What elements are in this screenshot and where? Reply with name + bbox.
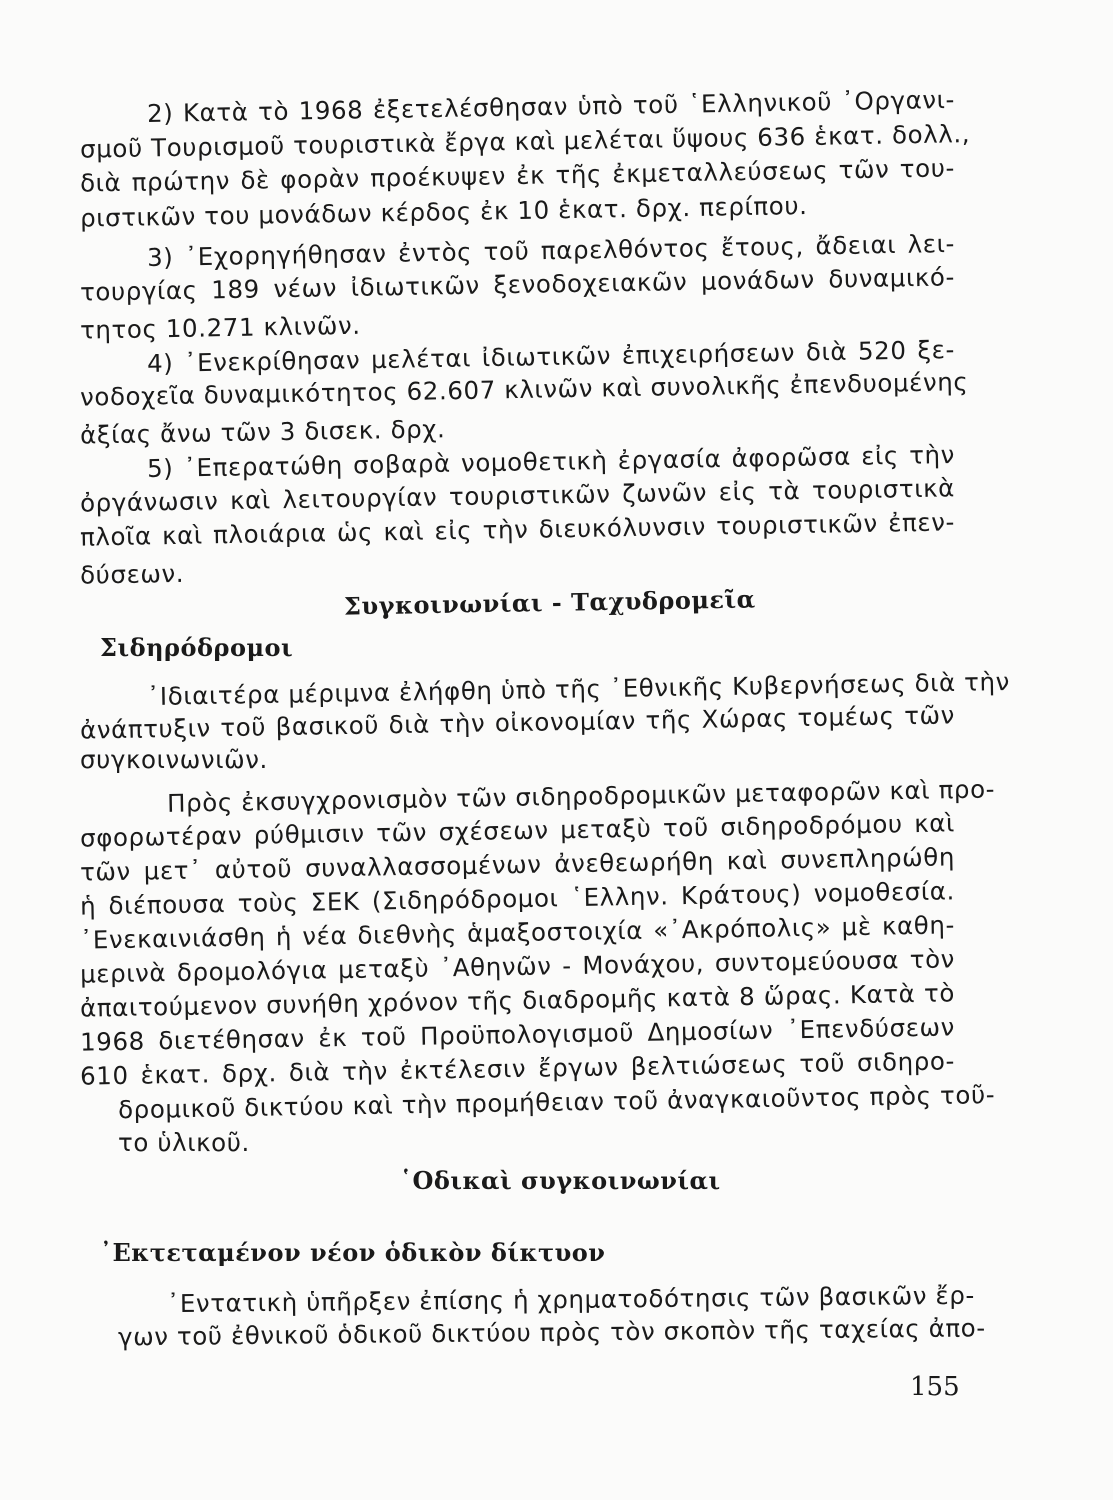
text-line: γων τοῦ ἐθνικοῦ ὁδικοῦ δικτύου πρὸς τὸν σκοπὸν τῆς ταχείας ἀπο- bbox=[117, 1313, 986, 1352]
text-line: ριστικῶν του μονάδων κέρδος ἐκ 10 ἑκατ. δρχ. περίπου. bbox=[79, 190, 808, 233]
text-line: τῶν μετ᾿ αὐτοῦ συναλλασσομένων ἀνεθεωρήθη καὶ συνεπληρώθη bbox=[79, 842, 956, 887]
text-line: 1968 διετέθησαν ἐκ τοῦ Προϋπολογισμοῦ Δημοσίων ᾿Επενδύσεων bbox=[79, 1012, 956, 1057]
text-line: 610 ἑκατ. δρχ. διὰ τὴν ἐκτέλεσιν ἔργων βελτιώσεως τοῦ σιδηρο- bbox=[79, 1046, 956, 1091]
text-line: δρομικοῦ δικτύου καὶ τὴν προμήθειαν τοῦ ἀναγκαιοῦντος πρὸς τοῦ- bbox=[117, 1079, 996, 1125]
subsection-heading: ᾿Εκτεταμένον νέον ὁδικὸν δίκτυον bbox=[100, 1238, 606, 1267]
text-line: πλοῖα καὶ πλοιάρια ὡς καὶ εἰς τὴν διευκόλυνσιν τουριστικῶν ἐπεν- bbox=[79, 507, 956, 552]
text-line: ᾿Ιδιαιτέρα μέριμνα ἐλήφθη ὑπὸ τῆς ᾿Εθνικῆς Κυβερνήσεως διὰ τὴν bbox=[146, 666, 1011, 712]
text-line: μερινὰ δρομολόγια μεταξὺ ᾿Αθηνῶν - Μονάχου, συντομεύουσα τὸν bbox=[79, 944, 956, 989]
text-line: δύσεων. bbox=[79, 558, 185, 590]
text-line: Πρὸς ἐκσυγχρονισμὸν τῶν σιδηροδρομικῶν μεταφορῶν καὶ προ- bbox=[166, 774, 996, 818]
text-line: ᾿Εντατικὴ ὑπῆρξεν ἐπίσης ἡ χρηματοδότησις τῶν βασικῶν ἔρ- bbox=[166, 1280, 976, 1319]
text-line: ἀπαιτούμενον συνήθη χρόνον τῆς διαδρομῆς κατὰ 8 ὥρας. Κατὰ τὸ bbox=[79, 978, 956, 1023]
text-line: 2) Κατὰ τὸ 1968 ἐξετελέσθησαν ὑπὸ τοῦ ῾Ελληνικοῦ ᾿Οργανι- bbox=[146, 84, 956, 129]
text-line: 3) ᾿Εχορηγήθησαν ἐντὸς τοῦ παρελθόντος ἔτους, ἄδειαι λει- bbox=[146, 228, 956, 273]
text-line: 5) ᾿Επερατώθη σοβαρὰ νομοθετικὴ ἐργασία ἀφορῶσα εἰς τὴν bbox=[146, 439, 956, 484]
text-line: 4) ᾿Ενεκρίθησαν μελέται ἰδιωτικῶν ἐπιχειρήσεων διὰ 520 ξε- bbox=[146, 334, 956, 379]
text-line: τητος 10.271 κλινῶν. bbox=[79, 310, 361, 345]
subsection-heading: Σιδηρόδρομοι bbox=[100, 633, 294, 662]
text-line: σφορωτέραν ρύθμισιν τῶν σχέσεων μεταξὺ τοῦ σιδηροδρόμου καὶ bbox=[79, 808, 956, 853]
text-line: ᾿Ενεκαινιάσθη ἡ νέα διεθνὴς ἁμαξοστοιχία «᾿Ακρόπολις» μὲ καθη- bbox=[79, 910, 956, 955]
text-line: σμοῦ Τουρισμοῦ τουριστικὰ ἔργα καὶ μελέται ὕψους 636 ἑκατ. δολλ., bbox=[79, 119, 971, 164]
text-line: τουργίας 189 νέων ἰδιωτικῶν ξενοδοχειακῶν μονάδων δυναμικό- bbox=[79, 262, 956, 307]
text-line: το ὑλικοῦ. bbox=[118, 1128, 250, 1157]
section-heading: Συγκοινωνίαι - Ταχυδρομεῖα bbox=[343, 584, 756, 621]
text-line: συγκοινωνιῶν. bbox=[80, 745, 268, 774]
text-line: ἀξίας ἄνω τῶν 3 δισεκ. δρχ. bbox=[79, 414, 446, 450]
text-line: ὀργάνωσιν καὶ λειτουργίαν τουριστικῶν ζωνῶν εἰς τὰ τουριστικὰ bbox=[79, 473, 956, 518]
text-line: ἡ διέπουσα τοὺς ΣΕΚ (Σιδηρόδρομοι ῾Ελλην. Κράτους) νομοθεσία. bbox=[79, 876, 956, 921]
text-line: ἀνάπτυξιν τοῦ βασικοῦ διὰ τὴν οἰκονομίαν τῆς Χώρας τομέως τῶν bbox=[79, 700, 956, 745]
page-number: 155 bbox=[910, 1372, 960, 1402]
section-heading: ῾Οδικαὶ συγκοινωνίαι bbox=[400, 1166, 721, 1195]
text-line: διὰ πρώτην δὲ φορὰν προέκυψεν ἐκ τῆς ἐκμεταλλεύσεως τῶν του- bbox=[79, 153, 956, 198]
text-line: νοδοχεῖα δυναμικότητος 62.607 κλινῶν καὶ συνολικῆς ἐπενδυομένης bbox=[79, 367, 969, 412]
